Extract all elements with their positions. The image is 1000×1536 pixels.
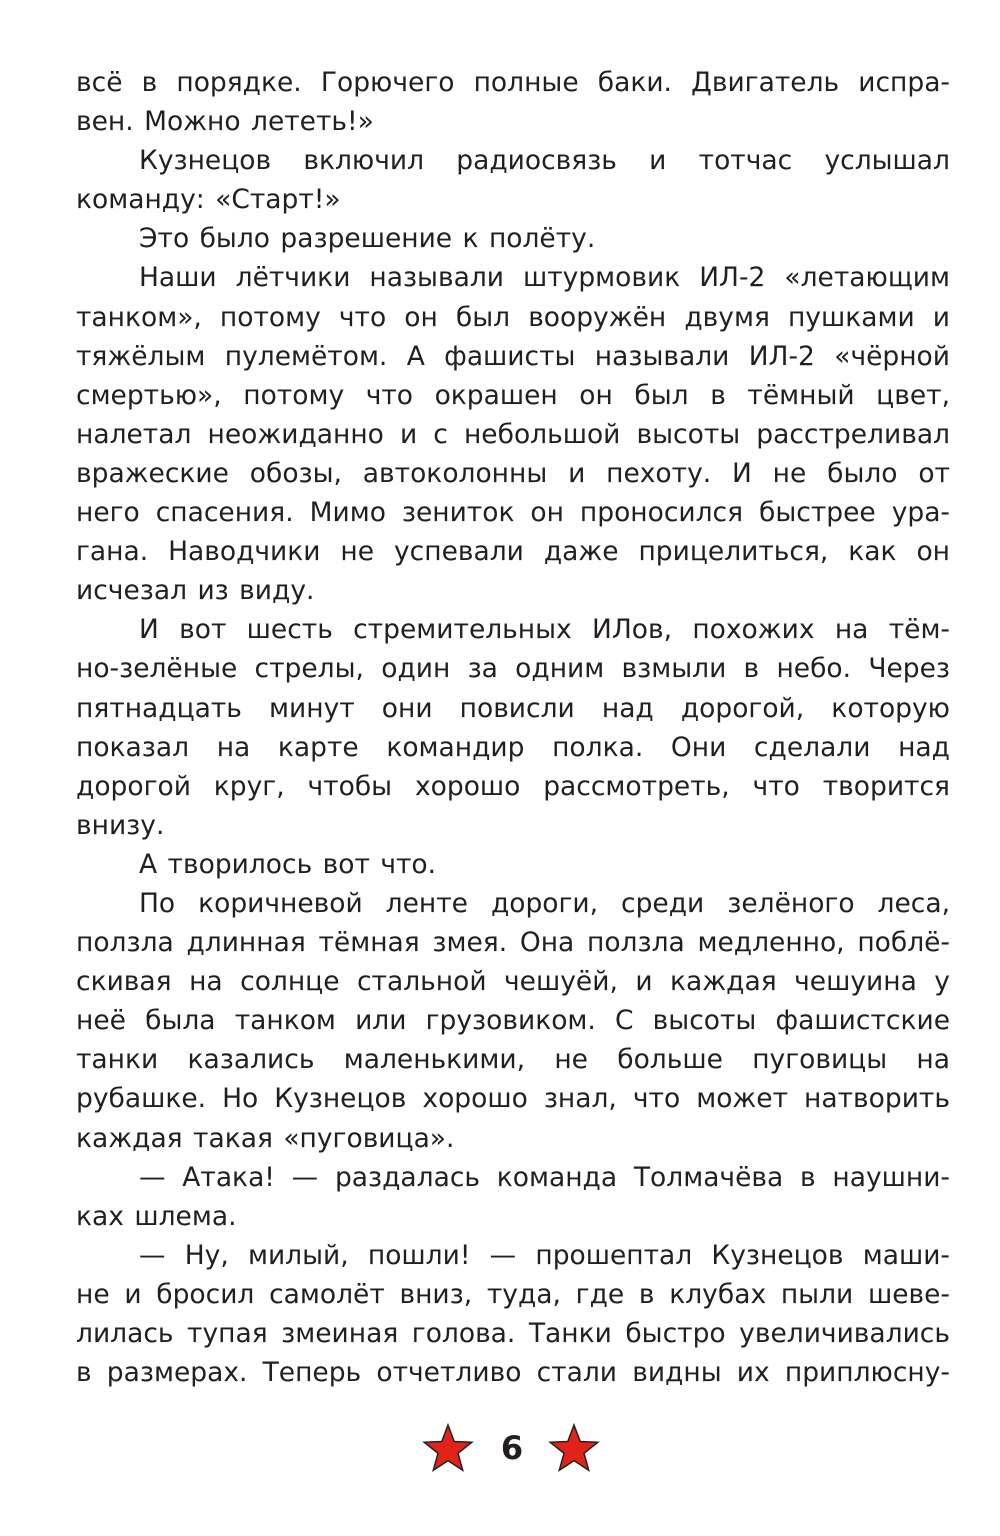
text-line: ползла длинная тёмная змея. Она ползла медленно, поблё- [76, 927, 950, 959]
text-line: вражеские обозы, автоколонны и пехоту. И не было от [76, 457, 950, 489]
text-line: но-зелёные стрелы, один за одним взмыли в небо. Через [76, 653, 950, 685]
text-line: исчезал из виду. [76, 575, 315, 607]
text-line: Это было разрешение к полёту. [139, 223, 596, 255]
text-line: внизу. [76, 809, 165, 841]
text-line: не и бросил самолёт вниз, туда, где в клубах пыли шеве- [76, 1278, 950, 1310]
text-line: него спасения. Мимо зениток он проносился быстрее ура- [76, 497, 950, 529]
text-line: И вот шесть стремительных ИЛов, похожих на тём- [139, 614, 950, 646]
page-text [76, 63, 950, 1392]
text-line: смертью», потому что окрашен он был в тёмный цвет, [76, 379, 950, 411]
text-line: танком», потому что он был вооружён двумя пушками и [76, 301, 950, 333]
text-line: танки казались маленькими, не больше пуговицы на [76, 1044, 950, 1076]
text-line: каждая такая «пуговица». [76, 1122, 455, 1154]
text-line: Наши лётчики называли штурмовик ИЛ-2 «летающим [139, 262, 950, 294]
star-shape [424, 1425, 472, 1470]
text-line: показал на карте командир полка. Они сделали над [76, 731, 950, 763]
star-icon [548, 1423, 600, 1475]
star-shape [550, 1425, 598, 1470]
text-line: тяжёлым пулемётом. А фашисты называли ИЛ-2 «чёрной [76, 340, 950, 372]
text-line: лилась тупая змеиная голова. Танки быстро увеличивались [76, 1318, 950, 1349]
page-number: 6 [500, 1429, 524, 1467]
text-line: гана. Наводчики не успевали даже прицелиться, как он [76, 536, 950, 568]
text-line: в размерах. Теперь отчетливо стали видны их приплюсну- [76, 1357, 950, 1389]
text-line: — Ну, милый, пошли! — прошептал Кузнецов маши- [139, 1239, 950, 1271]
text-line: ках шлема. [76, 1200, 237, 1232]
text-line: команду: «Старт!» [76, 184, 341, 216]
text-line: пятнадцать минут они повисли над дорогой, которую [76, 692, 950, 724]
page-footer [0, 1420, 1000, 1482]
text-line: По коричневой ленте дороги, среди зелёного леса, [139, 887, 950, 919]
text-line: Кузнецов включил радиосвязь и тотчас услышал [139, 145, 950, 177]
text-line: всё в порядке. Горючего полные баки. Двигатель испра- [76, 67, 950, 98]
text-line: — Атака! — раздалась команда Толмачёва в наушни- [139, 1161, 950, 1193]
star-icon [422, 1423, 474, 1475]
text-line: вен. Можно лететь!» [76, 106, 374, 138]
text-line: скивая на солнце стальной чешуёй, и каждая чешуина у [76, 966, 950, 998]
text-line: рубашке. Но Кузнецов хорошо знал, что может натворить [76, 1083, 950, 1115]
text-line: дорогой круг, чтобы хорошо рассмотреть, что творится [76, 770, 950, 802]
text-line: налетал неожиданно и с небольшой высоты расстреливал [76, 418, 950, 450]
text-line: неё была танком или грузовиком. С высоты фашистские [76, 1005, 950, 1037]
text-line: А творилось вот что. [139, 848, 437, 880]
